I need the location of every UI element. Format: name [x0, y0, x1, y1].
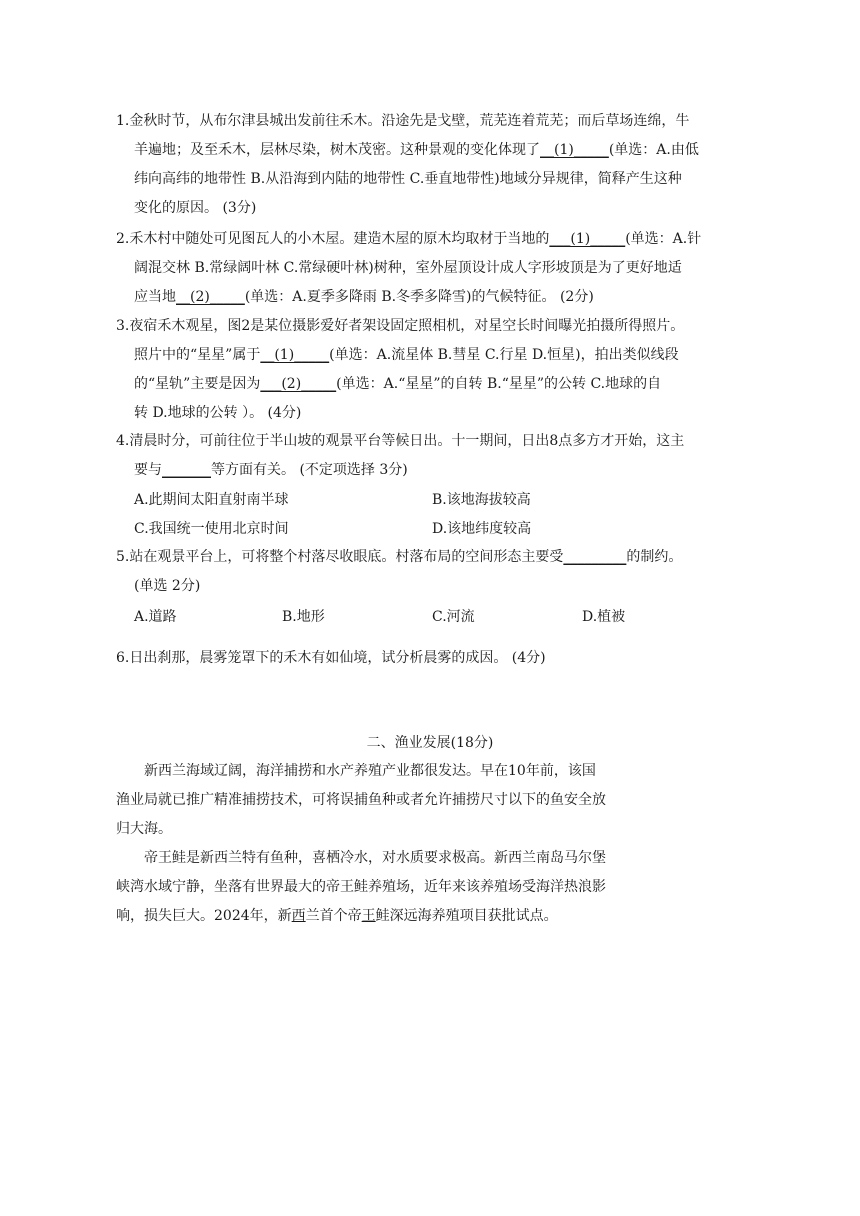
q4-option-b[interactable]: B.该地海拔较高 [432, 492, 531, 508]
q4-option-c[interactable]: C.我国统一使用北京时间 [134, 521, 289, 537]
para-line: 峡湾水域宁静，坐落有世界最大的帝王鲑养殖场，近年来该养殖场受海洋热浪影 [116, 879, 606, 895]
q2-text: (单选：A.夏季多降雨 B.冬季多降雪)的气候特征。 (2分) [244, 289, 594, 305]
q2-line-1 [116, 225, 746, 254]
q1-line-4: 变化的原因。 (3分) [134, 200, 257, 216]
q2-text: (单选：A.针 [625, 231, 702, 247]
q3-blank-2[interactable]: ___(2)_____ [260, 376, 337, 392]
underlined-char: 西 [291, 908, 306, 924]
q4-line-1: 4.清晨时分，可前往位于半山坡的观景平台等候日出。十一期间，日出8点多方才开始，这主 [116, 433, 685, 449]
q3-text: (单选：A.流星体 B.彗星 C.行星 D.恒星)，拍出类似线段 [329, 347, 679, 363]
q2-blank-2[interactable]: __(2)_____ [176, 289, 245, 305]
q2-text: 应当地 [134, 289, 176, 305]
q3-text: 的“星轨”主要是因为 [134, 376, 261, 392]
q5-text: 的制约。 [626, 549, 683, 565]
section2-paragraph-2 [116, 844, 636, 931]
q1-line-2 [116, 136, 746, 165]
underlined-char: 王 [361, 908, 376, 924]
q3-line-3 [116, 370, 746, 399]
q4-line-2 [116, 456, 746, 485]
q6-line-1: 6.日出刹那，晨雾笼罩下的禾木有如仙境，试分析晨雾的成因。 (4分) [116, 650, 546, 666]
q3-text: 照片中的“星星”属于 [134, 347, 261, 363]
q3-line-1: 3.夜宿禾木观星，图2是某位摄影爱好者架设固定照相机，对星空长时间曝光拍摄所得照片。 [116, 318, 685, 334]
q4-option-a[interactable]: A.此期间太阳直射南半球 [134, 492, 289, 508]
para-text: 响，损失巨大。2024年，新 [116, 908, 292, 924]
q5-option-a[interactable]: A.道路 [134, 609, 177, 625]
q3-blank-1[interactable]: __(1)_____ [260, 347, 330, 363]
q2-blank-1[interactable]: ___(1)_____ [549, 231, 626, 247]
para-text: 兰首个帝 [305, 908, 362, 924]
q5-option-b[interactable]: B.地形 [282, 609, 325, 625]
question-2 [116, 225, 746, 312]
q4-text: 等方面有关。 (不定项选择 3分) [211, 462, 408, 478]
q1-text: (单选：A.由低 [608, 142, 699, 158]
q5-blank-1[interactable]: _________ [563, 549, 627, 565]
q4-option-d[interactable]: D.该地纬度较高 [432, 521, 532, 537]
para-text: 鲑深远海养殖项目获批试点。 [375, 908, 558, 924]
para-line: 新西兰海域辽阔，海洋捕捞和水产养殖产业都很发达。早在10年前，该国 [144, 763, 596, 779]
q4-text: 要与 [134, 462, 162, 478]
q1-line-3: 纬向高纬的地带性 B.从沿海到内陆的地带性 C.垂直地带性)地域分异规律，简释产生这种 [134, 171, 682, 187]
question-1 [116, 107, 746, 223]
question-4 [116, 427, 746, 485]
para-line: 帝王鲑是新西兰特有鱼种，喜栖冷水，对水质要求极高。新西兰南岛马尔堡 [144, 850, 606, 866]
q4-blank-1[interactable]: _______ [162, 462, 211, 478]
para-line [116, 902, 636, 931]
section2-paragraph-1 [116, 757, 636, 844]
q2-line-2: 阔混交林 B.常绿阔叶林 C.常绿硬叶林)树种，室外屋顶设计成人字形坡顶是为了更好地适 [134, 260, 682, 276]
q3-line-2 [116, 341, 746, 370]
q3-text: (单选：A.“星星”的自转 B.“星星”的公转 C.地球的自 [336, 376, 662, 392]
q5-option-d[interactable]: D.植被 [582, 609, 626, 625]
q5-option-c[interactable]: C.河流 [432, 609, 475, 625]
q5-line-1 [116, 543, 746, 572]
q1-blank-1[interactable]: __(1)_____ [540, 142, 609, 158]
q2-text: 2.禾木村中随处可见图瓦人的小木屋。建造木屋的原木均取材于当地的 [116, 231, 550, 247]
question-6 [116, 644, 746, 673]
q2-line-3 [116, 283, 746, 312]
question-5 [116, 543, 746, 601]
q5-line-2: (单选 2分) [134, 578, 201, 594]
q1-line-1: 1.金秋时节，从布尔津县城出发前往禾木。沿途先是戈壁，荒芜连着荒芜；而后草场连绵，牛 [116, 113, 690, 129]
para-line: 渔业局就已推广精准捕捞技术，可将误捕鱼种或者允许捕捞尺寸以下的鱼安全放 [116, 792, 606, 808]
question-3 [116, 312, 746, 428]
section-heading: 二、渔业发展(18分) [366, 735, 494, 751]
q1-text: 羊遍地；及至禾木，层林尽染，树木茂密。这种景观的变化体现了 [134, 142, 540, 158]
para-line: 归大海。 [116, 821, 172, 837]
q3-line-4: 转 D.地球的公转 ）。 (4分) [134, 405, 302, 421]
q5-text: 5.站在观景平台上，可将整个村落尽收眼底。村落布局的空间形态主要受 [116, 549, 564, 565]
